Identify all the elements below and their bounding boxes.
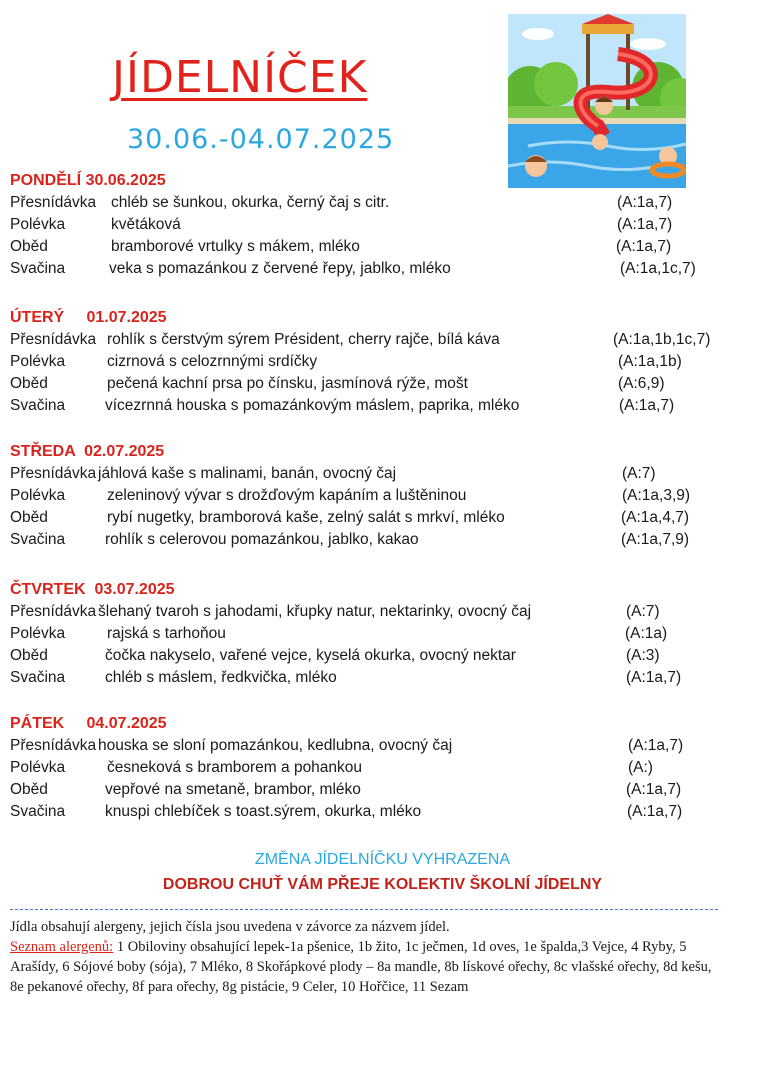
meal-name: Polévka [10, 487, 66, 504]
menu-row [10, 757, 730, 779]
meal-allergens: (A:1a,1b,1c,7) [613, 331, 711, 348]
meal-allergens: (A:1a,1b) [618, 353, 682, 370]
menu-row [10, 667, 730, 689]
waterslide-illustration [508, 14, 686, 188]
day-thursday [10, 579, 730, 689]
menu-row [10, 258, 730, 280]
meal-name: Oběd [10, 781, 48, 798]
menu-row [10, 373, 730, 395]
meal-allergens: (A:1a) [625, 625, 668, 642]
day-heading: PONDĚLÍ 30.06.2025 [10, 172, 166, 189]
allergen-list [10, 937, 715, 997]
menu-row [10, 192, 730, 214]
meal-food: knuspi chlebíček s toast.sýrem, okurka, mléko [105, 803, 422, 820]
dashed-divider [10, 909, 718, 910]
meal-food: jáhlová kaše s malinami, banán, ovocný čaj [98, 465, 397, 482]
meal-food: rohlík s čerstvým sýrem Président, cherry rajče, bílá káva [107, 331, 500, 348]
meal-allergens: (A:1a,7) [616, 238, 672, 255]
menu-row [10, 801, 730, 823]
menu-row [10, 485, 730, 507]
meal-food: veka s pomazánkou z červené řepy, jablko, mléko [109, 260, 451, 277]
meal-name: Přesnídávka [10, 194, 97, 211]
meal-allergens: (A:1a,3,9) [622, 487, 691, 504]
meal-food: rybí nugetky, bramborová kaše, zelný salát s mrkví, mléko [107, 509, 505, 526]
meal-food: cizrnová s celozrnnými srdíčky [107, 353, 318, 370]
menu-change-notice: ZMĚNA JÍDELNÍČKU VYHRAZENA [254, 851, 511, 868]
meal-food: vícezrnná houska s pomazánkovým máslem, paprika, mléko [105, 397, 520, 414]
menu-row [10, 463, 730, 485]
menu-row [10, 779, 730, 801]
meal-food: chléb se šunkou, okurka, černý čaj s citr. [111, 194, 390, 211]
menu-row [10, 529, 730, 551]
meal-food: houska se sloní pomazánkou, kedlubna, ovocný čaj [98, 737, 453, 754]
meal-food: chléb s máslem, ředkvička, mléko [105, 669, 337, 686]
menu-row [10, 623, 730, 645]
meal-food: rohlík s celerovou pomazánkou, jablko, kakao [105, 531, 419, 548]
day-heading: ÚTERÝ 01.07.2025 [10, 309, 167, 326]
meal-food: vepřové na smetaně, brambor, mléko [105, 781, 361, 798]
meal-name: Svačina [10, 397, 66, 414]
meal-food: pečená kachní prsa po čínsku, jasmínová rýže, mošt [107, 375, 468, 392]
meal-allergens: (A:3) [626, 647, 660, 664]
meal-allergens: (A:) [628, 759, 653, 776]
meal-allergens: (A:1a,7) [627, 803, 683, 820]
meal-name: Oběd [10, 375, 48, 392]
menu-row [10, 214, 730, 236]
meal-allergens: (A:7) [626, 603, 660, 620]
day-heading: STŘEDA 02.07.2025 [10, 443, 165, 460]
meal-name: Oběd [10, 238, 48, 255]
meal-allergens: (A:1a,7,9) [621, 531, 690, 548]
meal-name: Přesnídávka [10, 737, 97, 754]
meal-food: čočka nakyselo, vařené vejce, kyselá okurka, ovocný nektar [105, 647, 516, 664]
meal-name: Polévka [10, 759, 66, 776]
day-tuesday [10, 307, 730, 417]
menu-row [10, 351, 730, 373]
allergen-list-label: Seznam alergenů: [10, 939, 114, 955]
day-wednesday [10, 441, 730, 551]
meal-name: Přesnídávka [10, 331, 97, 348]
day-friday [10, 713, 730, 823]
menu-row [10, 329, 730, 351]
day-monday [10, 170, 730, 280]
menu-row [10, 601, 730, 623]
meal-name: Svačina [10, 260, 66, 277]
menu-row [10, 236, 730, 258]
bon-appetit-notice: DOBROU CHUŤ VÁM PŘEJE KOLEKTIV ŠKOLNÍ JÍDELNY [162, 876, 603, 893]
date-range: 30.06.-04.07.2025 [127, 124, 395, 155]
meal-name: Oběd [10, 647, 48, 664]
menu-row [10, 507, 730, 529]
meal-allergens: (A:6,9) [618, 375, 665, 392]
allergen-footnote [10, 917, 715, 997]
menu-row [10, 645, 730, 667]
meal-allergens: (A:1a,7) [628, 737, 684, 754]
meal-name: Polévka [10, 216, 66, 233]
meal-allergens: (A:1a,1c,7) [620, 260, 696, 277]
meal-allergens: (A:1a,4,7) [621, 509, 690, 526]
meal-name: Svačina [10, 531, 66, 548]
meal-food: květáková [111, 216, 181, 233]
meal-name: Oběd [10, 509, 48, 526]
meal-name: Přesnídávka [10, 603, 97, 620]
meal-food: šlehaný tvaroh s jahodami, křupky natur, nektarinky, ovocný čaj [98, 603, 532, 620]
meal-allergens: (A:7) [622, 465, 656, 482]
allergen-intro: Jídla obsahují alergeny, jejich čísla jsou uvedena v závorce za názvem jídel. [10, 919, 450, 935]
meal-allergens: (A:1a,7) [617, 194, 673, 211]
meal-name: Přesnídávka [10, 465, 97, 482]
meal-food: česneková s bramborem a pohankou [107, 759, 363, 776]
day-heading: PÁTEK 04.07.2025 [10, 715, 167, 732]
meal-food: rajská s tarhoňou [107, 625, 226, 642]
meal-name: Polévka [10, 353, 66, 370]
meal-food: zeleninový vývar s drožďovým kapáním a luštěninou [107, 487, 467, 504]
meal-allergens: (A:1a,7) [617, 216, 673, 233]
page-title: JÍDELNÍČEK [112, 52, 368, 103]
meal-name: Svačina [10, 669, 66, 686]
meal-name: Svačina [10, 803, 66, 820]
menu-row [10, 395, 730, 417]
meal-name: Polévka [10, 625, 66, 642]
day-heading: ČTVRTEK 03.07.2025 [10, 581, 175, 598]
allergen-list-text: 1 Obiloviny obsahující lepek-1a pšenice, 1b žito, 1c ječmen, 1d oves, 1e špalda,3 Vejce, 4 Ryby, 5 Arašídy, 6 Sójové boby (sója), 7 Mléko, 8 Skořápkové plody – 8a mandle, 8b lískové ořechy, 8c vlašské ořechy, 8d kešu, 8e pekanové ořechy, 8f para ořechy, 8g pistácie, 9 Celer, 10 Hořčice, 11 Sezam [10, 939, 712, 995]
meal-food: bramborové vrtulky s mákem, mléko [111, 238, 360, 255]
meal-allergens: (A:1a,7) [626, 781, 682, 798]
meal-allergens: (A:1a,7) [619, 397, 675, 414]
meal-allergens: (A:1a,7) [626, 669, 682, 686]
menu-row [10, 735, 730, 757]
